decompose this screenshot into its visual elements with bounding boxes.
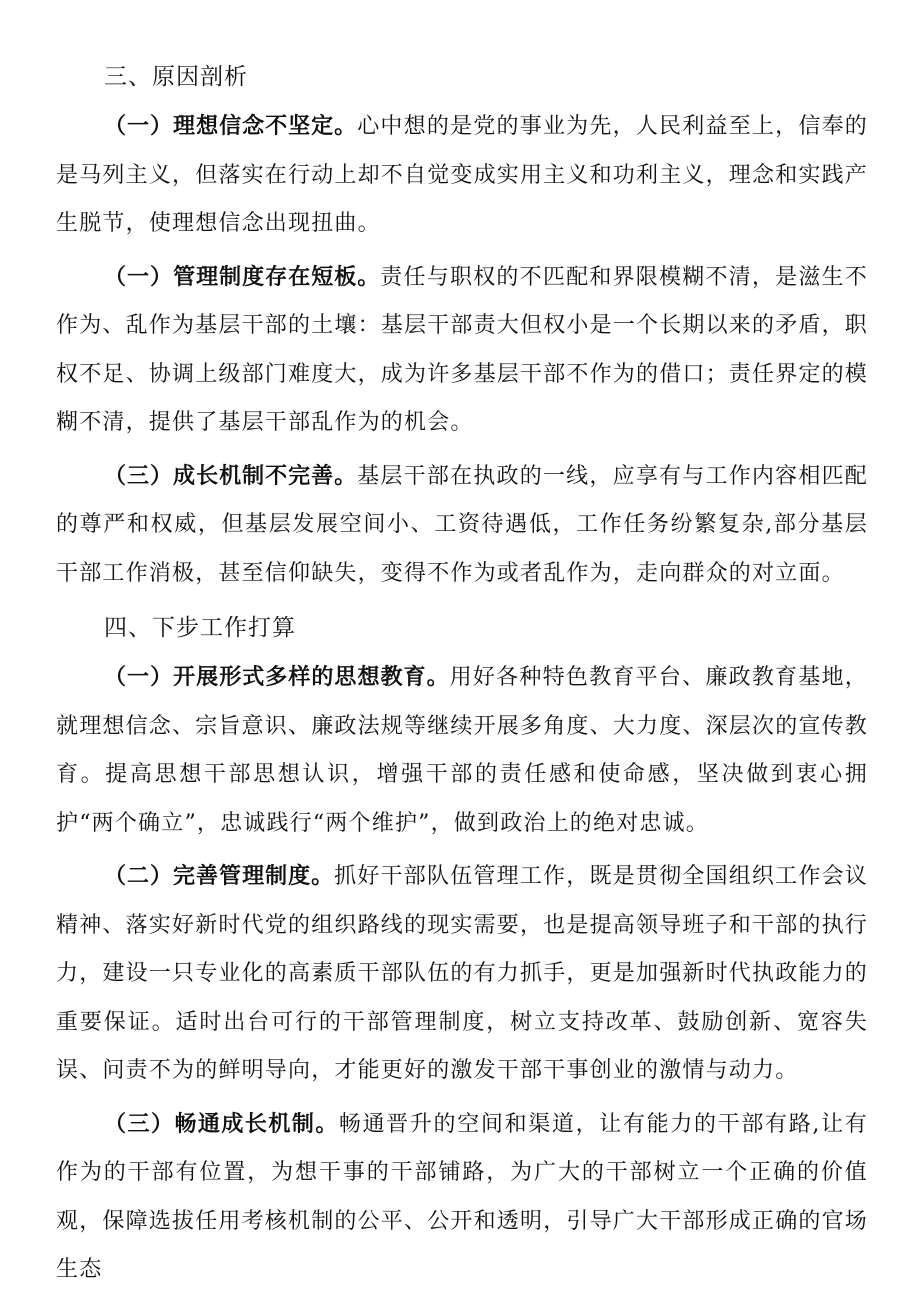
paragraph-lead: （一）管理制度存在短板。 (104, 264, 381, 290)
paragraph-lead: （一）理想信念不坚定。 (104, 114, 358, 139)
section-heading-next-steps: 四、下步工作打算 (104, 615, 296, 641)
section-heading-cause-analysis: 三、原因剖析 (104, 64, 248, 90)
paragraph-text: 基层干部在执政的一线，应享有与工作内容相匹配的尊严和权威，但基层发展空间小、工资待遇低，工作任务纷繁复杂,部分基层干部工作消极，甚至信仰缺失，变得不作为或者乱作为，走向群众的对立面。 (56, 463, 868, 586)
paragraph-text: 责任与职权的不匹配和界限模糊不清，是滋生不作为、乱作为基层干部的土壤：基层干部责大但权小是一个长期以来的矛盾，职权不足、协调上级部门难度大，成为许多基层干部不作为的借口；责任界定的模糊不清，提供了基层干部乱作为的机会。 (56, 264, 869, 435)
paragraph-growth-mechanism (56, 453, 868, 599)
paragraph-text: 抓好干部队伍管理工作，既是贯彻全国组织工作会议精神、落实好新时代党的组织路线的现实需要，也是提高领导班子和干部的执行力，建设一只专业化的高素质干部队伍的有力抓手，更是加强新时代执政能力的重要保证。适时出台可行的干部管理制度，树立支持改革、鼓励创新、宽容失误、问责不为的鲜明导向，才能更好的激发干部干事创业的激情与动力。 (56, 864, 869, 1083)
paragraph-text: 心中想的是党的事业为先，人民利益至上，信奉的是马列主义，但落实在行动上却不自觉变成实用主义和功利主义，理念和实践产生脱节，使理想信念出现扭曲。 (56, 114, 869, 236)
paragraph-lead: （一）开展形式多样的思想教育。 (104, 665, 450, 690)
document-page (56, 52, 868, 1300)
paragraph-lead: （三）成长机制不完善。 (104, 463, 358, 489)
paragraph-improve-management (56, 853, 868, 1096)
paragraph-ideological-education (56, 654, 868, 848)
paragraph-smooth-growth (56, 1101, 868, 1295)
paragraph-text: 用好各种特色教育平台、廉政教育基地，就理想信念、宗旨意识、廉政法规等继续开展多角度、大力度、深层次的宣传教育。提高思想干部思想认识，增强干部的责任感和使命感，坚决做到衷心拥护“两个确立”，忠诚践行“两个维护”，做到政治上的绝对忠诚。 (56, 665, 869, 836)
paragraph-management-system (56, 254, 868, 448)
paragraph-lead: （二）完善管理制度。 (104, 864, 335, 889)
paragraph-text: 畅通晋升的空间和渠道，让有能力的干部有路,让有作为的干部有位置，为想干事的干部铺路，为广大的干部树立一个正确的价值观，保障选拔任用考核机制的公平、公开和透明，引导广大干部形成正确的官场生态 (56, 1111, 869, 1282)
paragraph-ideal-belief (56, 103, 868, 249)
paragraph-lead: （三）畅通成长机制。 (104, 1111, 339, 1137)
